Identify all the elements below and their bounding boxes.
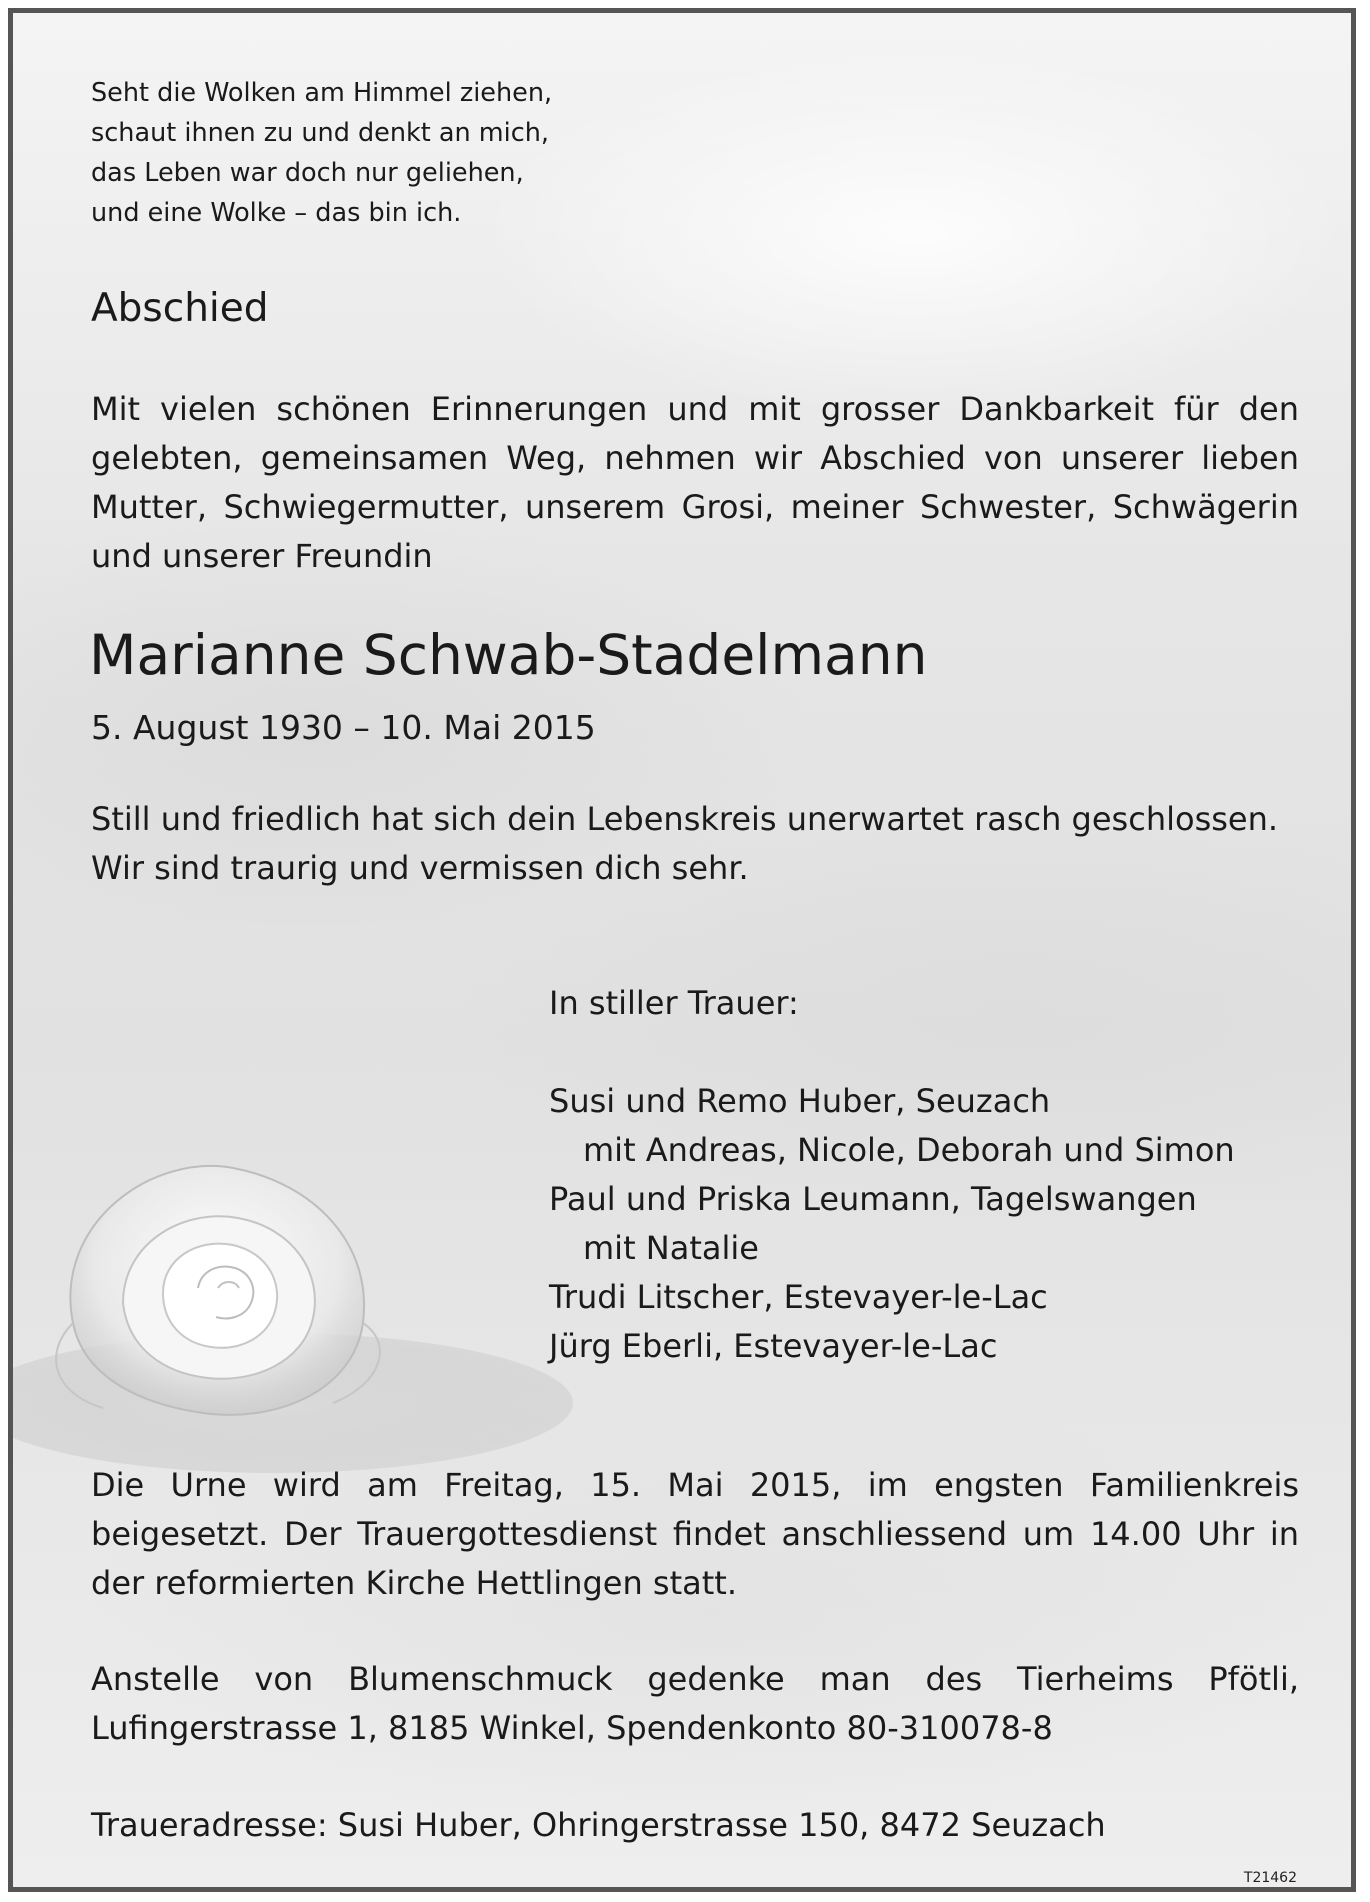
mourner-entry: Paul und Priska Leumann, Tagelswangen [549, 1180, 1197, 1218]
mourner-entry: mit Natalie [583, 1229, 759, 1267]
mourner-entry: Jürg Eberli, Estevayer-le-Lac [549, 1327, 998, 1365]
rose-illustration [13, 1073, 573, 1493]
obituary-frame [8, 8, 1356, 1892]
mourners-list [549, 1077, 1235, 1371]
mourner-entry: Trudi Litscher, Estevayer-le-Lac [549, 1278, 1048, 1316]
life-dates: 5. August 1930 – 10. Mai 2015 [91, 708, 596, 747]
deceased-name: Marianne Schwab-Stadelmann [89, 623, 928, 687]
poem-line: schaut ihnen zu und denkt an mich, [91, 118, 550, 148]
mourner-entry: mit Andreas, Nicole, Deborah und Simon [583, 1131, 1235, 1169]
mourning-label: In stiller Trauer: [549, 984, 799, 1022]
poem-line: das Leben war doch nur geliehen, [91, 158, 524, 188]
farewell-heading: Abschied [91, 286, 269, 331]
intro-paragraph: Mit vielen schönen Erinnerungen und mit grosser Dankbarkeit für den gelebten, gemeinsamen Weg, nehmen wir Abschied von unserer lieben Mutter, Schwiegermutter, unserem Grosi, meiner Schwester, Schwägerin und unserer Freundin [91, 390, 1299, 575]
urn-burial-notice: Die Urne wird am Freitag, 15. Mai 2015, im engsten Familienkreis beigesetzt. Der Trauergottesdienst findet anschliessend um 14.00 Uhr in der reformierten Kirche Hettlingen statt. [91, 1466, 1299, 1602]
poem-line: und eine Wolke – das bin ich. [91, 198, 462, 228]
reference-code: T21462 [1243, 1870, 1297, 1886]
remembrance-text [91, 795, 1278, 893]
donation-notice: Anstelle von Blumenschmuck gedenke man des Tierheims Pfötli, Lufingerstrasse 1, 8185 Winkel, Spendenkonto 80-310078-8 [91, 1660, 1299, 1747]
poem [91, 73, 552, 233]
poem-line: Seht die Wolken am Himmel ziehen, [91, 78, 553, 108]
remembrance-line: Still und friedlich hat sich dein Lebenskreis unerwartet rasch geschlossen. [91, 800, 1279, 838]
mourner-entry: Susi und Remo Huber, Seuzach [549, 1082, 1051, 1120]
mourning-address: Traueradresse: Susi Huber, Ohringerstrasse 150, 8472 Seuzach [91, 1806, 1106, 1844]
remembrance-line: Wir sind traurig und vermissen dich sehr. [91, 849, 749, 887]
